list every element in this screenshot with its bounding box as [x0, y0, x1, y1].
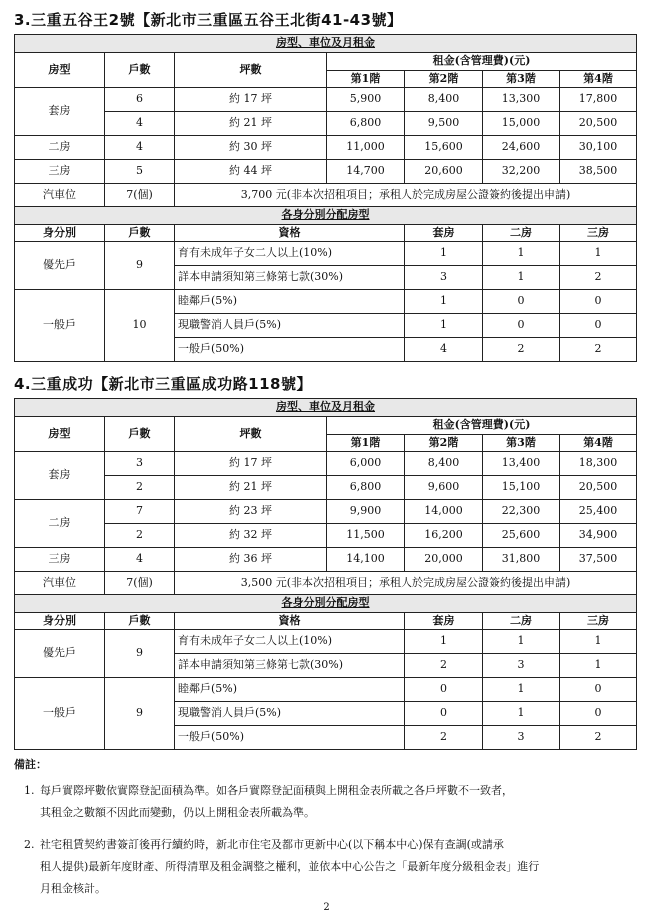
room-units: 4 — [105, 112, 175, 136]
room-area: 約 21 坪 — [175, 112, 327, 136]
alloc-col-identity: 身分別 — [15, 613, 105, 630]
room-area: 約 32 坪 — [175, 524, 327, 548]
rent-value: 30,100 — [560, 136, 637, 160]
note-number: 1. — [24, 784, 35, 797]
note-line: 社宅租賃契約書簽訂後再行續約時，新北市住宅及都市更新中心(以下稱本中心)保有查調(或請承 — [40, 838, 504, 851]
alloc-col-three-room: 三房 — [560, 613, 637, 630]
room-type: 三房 — [15, 548, 105, 572]
rent-value: 18,300 — [560, 452, 637, 476]
alloc-col-three-room: 三房 — [560, 225, 637, 242]
rent-value: 22,300 — [483, 500, 560, 524]
alloc-value: 1 — [560, 630, 637, 654]
note-item — [14, 780, 644, 824]
alloc-value: 1 — [405, 290, 483, 314]
alloc-col-studio: 套房 — [405, 613, 483, 630]
room-row — [15, 160, 637, 184]
room-row — [15, 524, 637, 548]
group-name: 一般戶 — [15, 290, 105, 362]
qualification: 育有未成年子女二人以上(10%) — [175, 630, 405, 654]
alloc-value: 1 — [483, 630, 560, 654]
room-area: 約 17 坪 — [175, 452, 327, 476]
rent-value: 37,500 — [560, 548, 637, 572]
alloc-row — [15, 630, 637, 654]
qualification: 睦鄰戶(5%) — [175, 678, 405, 702]
column-header-row — [15, 53, 637, 71]
alloc-value: 1 — [560, 242, 637, 266]
alloc-value: 0 — [483, 290, 560, 314]
rent-header: 房型、車位及月租金 — [15, 35, 637, 53]
rent-value: 8,400 — [405, 88, 483, 112]
rent-value: 32,200 — [483, 160, 560, 184]
room-row — [15, 88, 637, 112]
alloc-value: 0 — [405, 678, 483, 702]
col-area: 坪數 — [175, 417, 327, 452]
section-4-title: 4.三重成功【新北市三重區成功路118號】 — [14, 375, 312, 393]
room-area: 約 30 坪 — [175, 136, 327, 160]
rent-header: 房型、車位及月租金 — [15, 399, 637, 417]
note-number: 2. — [24, 838, 35, 851]
alloc-header: 各身分別分配房型 — [15, 595, 637, 613]
col-rent: 租金(含管理費)(元) — [327, 417, 637, 435]
room-row — [15, 548, 637, 572]
note-line: 其租金之數額不因此而變動，仍以上開租金表所載為準。 — [40, 806, 315, 819]
room-row — [15, 452, 637, 476]
parking-text: 3,700 元(非本次招租項目；承租人於完成房屋公證簽約後提出申請) — [175, 184, 637, 207]
qualification: 現職警消人員戶(5%) — [175, 702, 405, 726]
room-units: 4 — [105, 548, 175, 572]
alloc-value: 2 — [405, 726, 483, 750]
alloc-value: 0 — [483, 314, 560, 338]
col-room-type: 房型 — [15, 417, 105, 452]
parking-units: 7(個) — [105, 184, 175, 207]
alloc-value: 1 — [405, 242, 483, 266]
section-3-title: 3.三重五谷王2號【新北市三重區五谷王北街41-43號】 — [14, 11, 403, 29]
room-units: 2 — [105, 524, 175, 548]
alloc-value: 0 — [560, 702, 637, 726]
rent-value: 13,400 — [483, 452, 560, 476]
qualification: 一般戶(50%) — [175, 338, 405, 362]
floor-header: 第3階 — [483, 435, 560, 452]
rent-value: 6,800 — [327, 112, 405, 136]
room-units: 2 — [105, 476, 175, 500]
rent-value: 15,000 — [483, 112, 560, 136]
rent-value: 9,500 — [405, 112, 483, 136]
floor-header: 第4階 — [560, 435, 637, 452]
room-type: 三房 — [15, 160, 105, 184]
parking-label: 汽車位 — [15, 572, 105, 595]
col-units: 戶數 — [105, 53, 175, 88]
room-row — [15, 500, 637, 524]
alloc-col-count: 戶數 — [105, 613, 175, 630]
alloc-col-count: 戶數 — [105, 225, 175, 242]
room-units: 6 — [105, 88, 175, 112]
rent-value: 16,200 — [405, 524, 483, 548]
alloc-value: 2 — [560, 726, 637, 750]
alloc-value: 0 — [560, 290, 637, 314]
alloc-row — [15, 678, 637, 702]
rent-value: 8,400 — [405, 452, 483, 476]
room-type: 二房 — [15, 136, 105, 160]
floor-header: 第2階 — [405, 71, 483, 88]
alloc-col-qualification: 資格 — [175, 225, 405, 242]
floor-header: 第2階 — [405, 435, 483, 452]
note-line: 每戶實際坪數依實際登記面積為準。如各戶實際登記面積與上開租金表所載之各戶坪數不一致者， — [40, 784, 513, 797]
alloc-value: 3 — [483, 726, 560, 750]
alloc-value: 1 — [405, 630, 483, 654]
rent-value: 11,500 — [327, 524, 405, 548]
rent-value: 15,600 — [405, 136, 483, 160]
alloc-column-row — [15, 225, 637, 242]
room-units: 3 — [105, 452, 175, 476]
alloc-value: 2 — [405, 654, 483, 678]
rent-header-row — [15, 35, 637, 53]
alloc-header-row — [15, 207, 637, 225]
alloc-value: 3 — [405, 266, 483, 290]
room-area: 約 23 坪 — [175, 500, 327, 524]
alloc-value: 0 — [405, 702, 483, 726]
floor-header: 第4階 — [560, 71, 637, 88]
rent-value: 20,500 — [560, 476, 637, 500]
section-3-table — [14, 34, 637, 362]
alloc-value: 2 — [560, 266, 637, 290]
col-area: 坪數 — [175, 53, 327, 88]
rent-header-row — [15, 399, 637, 417]
parking-units: 7(個) — [105, 572, 175, 595]
parking-text: 3,500 元(非本次招租項目；承租人於完成房屋公證簽約後提出申請) — [175, 572, 637, 595]
floor-header: 第1階 — [327, 435, 405, 452]
column-header-row — [15, 417, 637, 435]
group-name: 優先戶 — [15, 242, 105, 290]
room-units: 5 — [105, 160, 175, 184]
rent-value: 34,900 — [560, 524, 637, 548]
rent-value: 17,800 — [560, 88, 637, 112]
alloc-col-two-room: 二房 — [483, 225, 560, 242]
notes — [14, 756, 644, 910]
qualification: 睦鄰戶(5%) — [175, 290, 405, 314]
parking-row — [15, 572, 637, 595]
qualification: 詳本申請須知第三條第七款(30%) — [175, 654, 405, 678]
alloc-header: 各身分別分配房型 — [15, 207, 637, 225]
floor-header: 第1階 — [327, 71, 405, 88]
rent-value: 14,000 — [405, 500, 483, 524]
rent-value: 20,600 — [405, 160, 483, 184]
alloc-col-two-room: 二房 — [483, 613, 560, 630]
room-area: 約 44 坪 — [175, 160, 327, 184]
note-line: 月租金核計。 — [40, 882, 106, 895]
room-type: 套房 — [15, 88, 105, 136]
alloc-value: 1 — [560, 654, 637, 678]
rent-value: 13,300 — [483, 88, 560, 112]
room-units: 4 — [105, 136, 175, 160]
rent-value: 20,500 — [560, 112, 637, 136]
room-row — [15, 476, 637, 500]
rent-value: 5,900 — [327, 88, 405, 112]
group-count: 9 — [105, 242, 175, 290]
alloc-value: 1 — [483, 702, 560, 726]
qualification: 詳本申請須知第三條第七款(30%) — [175, 266, 405, 290]
alloc-value: 0 — [560, 678, 637, 702]
rent-value: 14,700 — [327, 160, 405, 184]
alloc-value: 4 — [405, 338, 483, 362]
rent-value: 15,100 — [483, 476, 560, 500]
rent-value: 25,400 — [560, 500, 637, 524]
rent-value: 9,900 — [327, 500, 405, 524]
rent-value: 24,600 — [483, 136, 560, 160]
rent-value: 9,600 — [405, 476, 483, 500]
rent-value: 25,600 — [483, 524, 560, 548]
col-units: 戶數 — [105, 417, 175, 452]
section-4-table — [14, 398, 637, 750]
group-count: 9 — [105, 630, 175, 678]
room-units: 7 — [105, 500, 175, 524]
col-room-type: 房型 — [15, 53, 105, 88]
floor-header: 第3階 — [483, 71, 560, 88]
note-item — [14, 834, 644, 900]
alloc-value: 1 — [405, 314, 483, 338]
rent-value: 6,800 — [327, 476, 405, 500]
parking-label: 汽車位 — [15, 184, 105, 207]
room-type: 二房 — [15, 500, 105, 548]
col-rent: 租金(含管理費)(元) — [327, 53, 637, 71]
rent-value: 11,000 — [327, 136, 405, 160]
alloc-col-studio: 套房 — [405, 225, 483, 242]
rent-value: 14,100 — [327, 548, 405, 572]
alloc-value: 2 — [560, 338, 637, 362]
alloc-value: 0 — [560, 314, 637, 338]
note-line: 租人提供)最新年度財產、所得清單及租金調整之權利，並依本中心公告之「最新年度分級租金表」進行 — [40, 860, 540, 873]
room-area: 約 17 坪 — [175, 88, 327, 112]
alloc-value: 3 — [483, 654, 560, 678]
alloc-value: 2 — [483, 338, 560, 362]
qualification: 一般戶(50%) — [175, 726, 405, 750]
group-count: 9 — [105, 678, 175, 750]
alloc-value: 1 — [483, 266, 560, 290]
room-area: 約 36 坪 — [175, 548, 327, 572]
room-type: 套房 — [15, 452, 105, 500]
rent-value: 6,000 — [327, 452, 405, 476]
alloc-col-qualification: 資格 — [175, 613, 405, 630]
parking-row — [15, 184, 637, 207]
alloc-column-row — [15, 613, 637, 630]
rent-value: 31,800 — [483, 548, 560, 572]
alloc-value: 1 — [483, 678, 560, 702]
qualification: 育有未成年子女二人以上(10%) — [175, 242, 405, 266]
group-count: 10 — [105, 290, 175, 362]
alloc-row — [15, 242, 637, 266]
alloc-value: 1 — [483, 242, 560, 266]
notes-label: 備註： — [14, 758, 47, 771]
room-row — [15, 136, 637, 160]
rent-value: 20,000 — [405, 548, 483, 572]
alloc-row — [15, 290, 637, 314]
rent-value: 38,500 — [560, 160, 637, 184]
page-number: 2 — [323, 902, 330, 913]
qualification: 現職警消人員戶(5%) — [175, 314, 405, 338]
alloc-col-identity: 身分別 — [15, 225, 105, 242]
room-area: 約 21 坪 — [175, 476, 327, 500]
room-row — [15, 112, 637, 136]
alloc-header-row — [15, 595, 637, 613]
group-name: 優先戶 — [15, 630, 105, 678]
group-name: 一般戶 — [15, 678, 105, 750]
